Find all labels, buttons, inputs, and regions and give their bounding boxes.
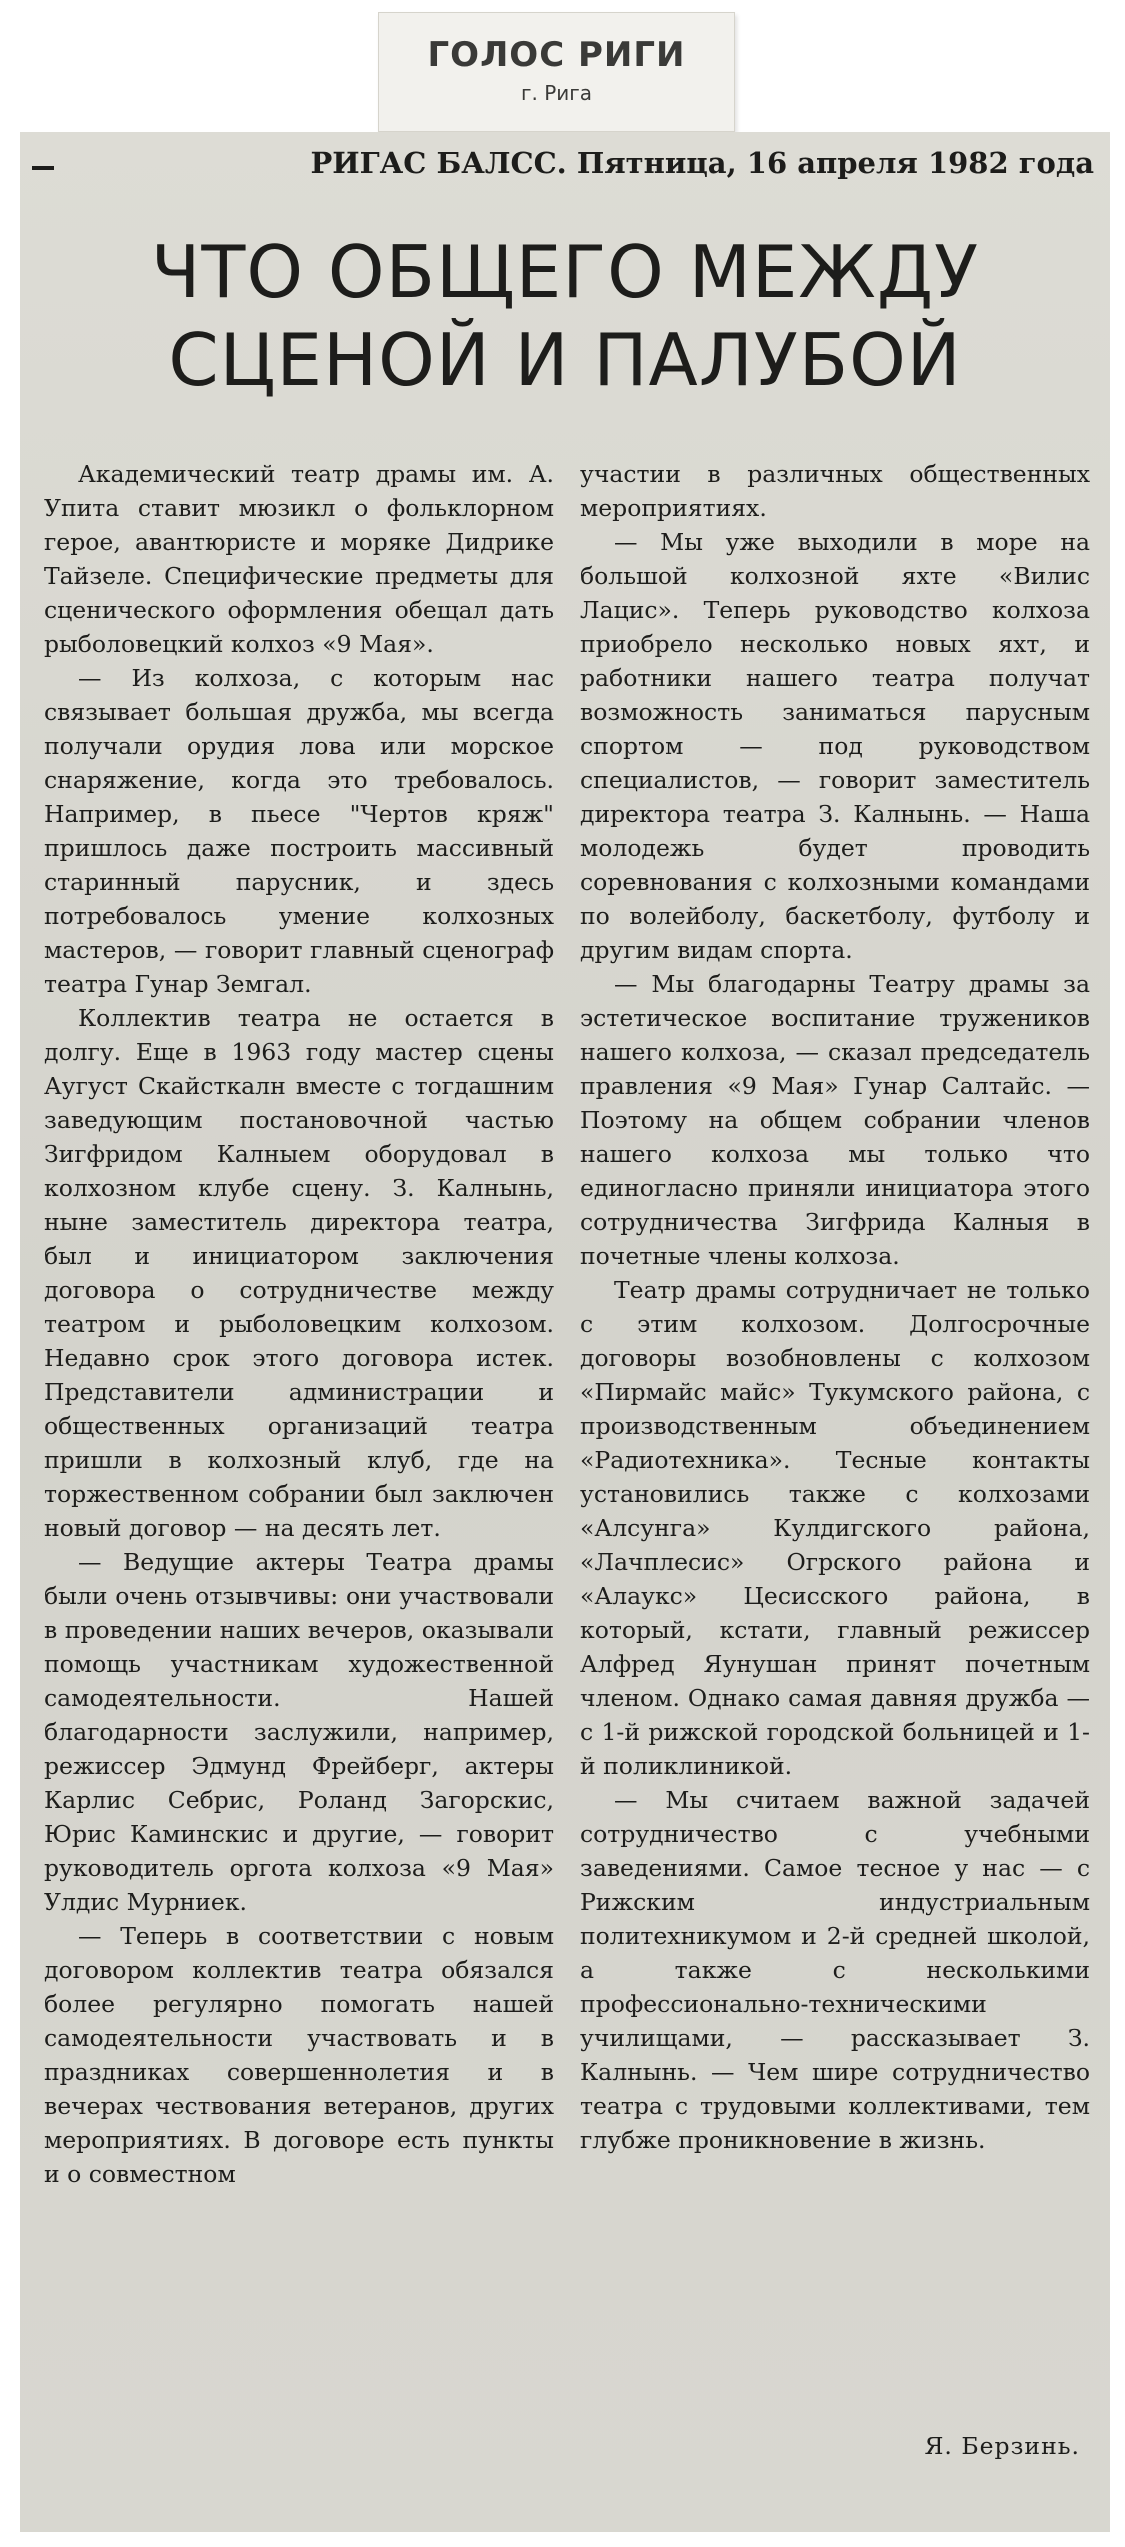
masthead: [32, 146, 1094, 186]
article-paragraph: — Мы уже выходили в море на большой колхозной яхте «Вилис Лацис». Теперь руководство колхоза приобрело несколько новых яхт, и работники нашего театра получат возможность заниматься парусным спортом — под руководством специалистов, — говорит заместитель директора театра З. Калнынь. — Наша молодежь будет проводить соревнования с колхозными командами по волейболу, баскетболу, футболу и другим видам спорта.: [580, 528, 1090, 964]
newspaper-clipping: [20, 132, 1110, 2532]
article-paragraph: — Теперь в соответствии с новым договором коллектив театра обязался более регулярно помогать нашей самодеятельности участвовать и в праздниках совершеннолетия и в вечерах чествования ветеранов, других мероприятиях. В договоре есть пункты и о совместном: [44, 1922, 554, 2188]
article-paragraph: — Ведущие актеры Театра драмы были очень отзывчивы: они участвовали в проведении наших вечеров, оказывали помощь участникам художественной самодеятельности. Нашей благодарности заслужили, например, режиссер Эдмунд Фрейберг, актеры Карлис Себрис, Роланд Загорскис, Юрис Каминскис и другие, — говорит руководитель оргота колхоза «9 Мая» Улдис Мурниек.: [44, 1548, 554, 1916]
author-signature: Я. Берзинь.: [924, 2432, 1080, 2460]
stamp-title: ГОЛОС РИГИ: [427, 35, 686, 75]
article-paragraph: участии в различных общественных мероприятиях.: [580, 460, 1090, 522]
headline-line-2: СЦЕНОЙ И ПАЛУБОЙ: [168, 318, 962, 402]
headline: [20, 228, 1110, 404]
article-column-left: [44, 457, 554, 2191]
article-column-right: [580, 457, 1090, 2157]
article-paragraph: Театр драмы сотрудничает не только с этим колхозом. Долгосрочные договоры возобновлены с колхозом «Пирмайс майс» Тукумского района, с производственным объединением «Радиотехника». Тесные контакты установились также с колхозами «Алсунга» Кулдигского района, «Лачплесис» Огрского района и «Алаукс» Цесисского района, в который, кстати, главный режиссер Алфред Яунушан принят почетным членом. Однако самая давняя дружба — с 1-й рижской городской больницей и 1-й поликлиникой.: [580, 1276, 1090, 1780]
masthead-text: РИГАС БАЛСС. Пятница, 16 апреля 1982 года: [310, 146, 1094, 180]
masthead-dash: [32, 166, 54, 170]
stamp-city: г. Рига: [520, 81, 593, 105]
newspaper-source-stamp: [378, 12, 735, 132]
article-paragraph: Коллектив театра не остается в долгу. Еще в 1963 году мастер сцены Аугуст Скайсткалн вместе с тогдашним заведующим постановочной частью Зигфридом Калныем оборудовал в колхозном клубе сцену. З. Калнынь, ныне заместитель директора театра, был и инициатором заключения договора о сотрудничестве между театром и рыболовецким колхозом. Недавно срок этого договора истек. Представители администрации и общественных организаций театра пришли в колхозный клуб, где на торжественном собрании был заключен новый договор — на десять лет.: [44, 1004, 554, 1542]
article-paragraph: — Мы благодарны Театру драмы за эстетическое воспитание тружеников нашего колхоза, — сказал председатель правления «9 Мая» Гунар Салтайс. — Поэтому на общем собрании членов нашего колхоза мы только что единогласно приняли инициатора этого сотрудничества Зигфрида Калныя в почетные члены колхоза.: [580, 970, 1090, 1270]
article-paragraph: — Мы считаем важной задачей сотрудничество с учебными заведениями. Самое тесное у нас — с Рижским индустриальным политехникумом и 2-й средней школой, а также с несколькими профессионально-техническими училищами, — рассказывает З. Калнынь. — Чем шире сотрудничество театра с трудовыми коллективами, тем глубже проникновение в жизнь.: [580, 1786, 1090, 2154]
headline-line-1: ЧТО ОБЩЕГО МЕЖДУ: [151, 230, 979, 314]
article-paragraph: — Из колхоза, с которым нас связывает большая дружба, мы всегда получали орудия лова или морское снаряжение, когда это требовалось. Например, в пьесе "Чертов кряж" пришлось даже построить массивный старинный парусник, и здесь потребовалось умение колхозных мастеров, — говорит главный сценограф театра Гунар Земгал.: [44, 664, 554, 998]
article-paragraph: Академический театр драмы им. А. Упита ставит мюзикл о фольклорном герое, авантюристе и моряке Дидрике Тайзеле. Специфические предметы для сценического оформления обещал дать рыболовецкий колхоз «9 Мая».: [44, 460, 554, 658]
